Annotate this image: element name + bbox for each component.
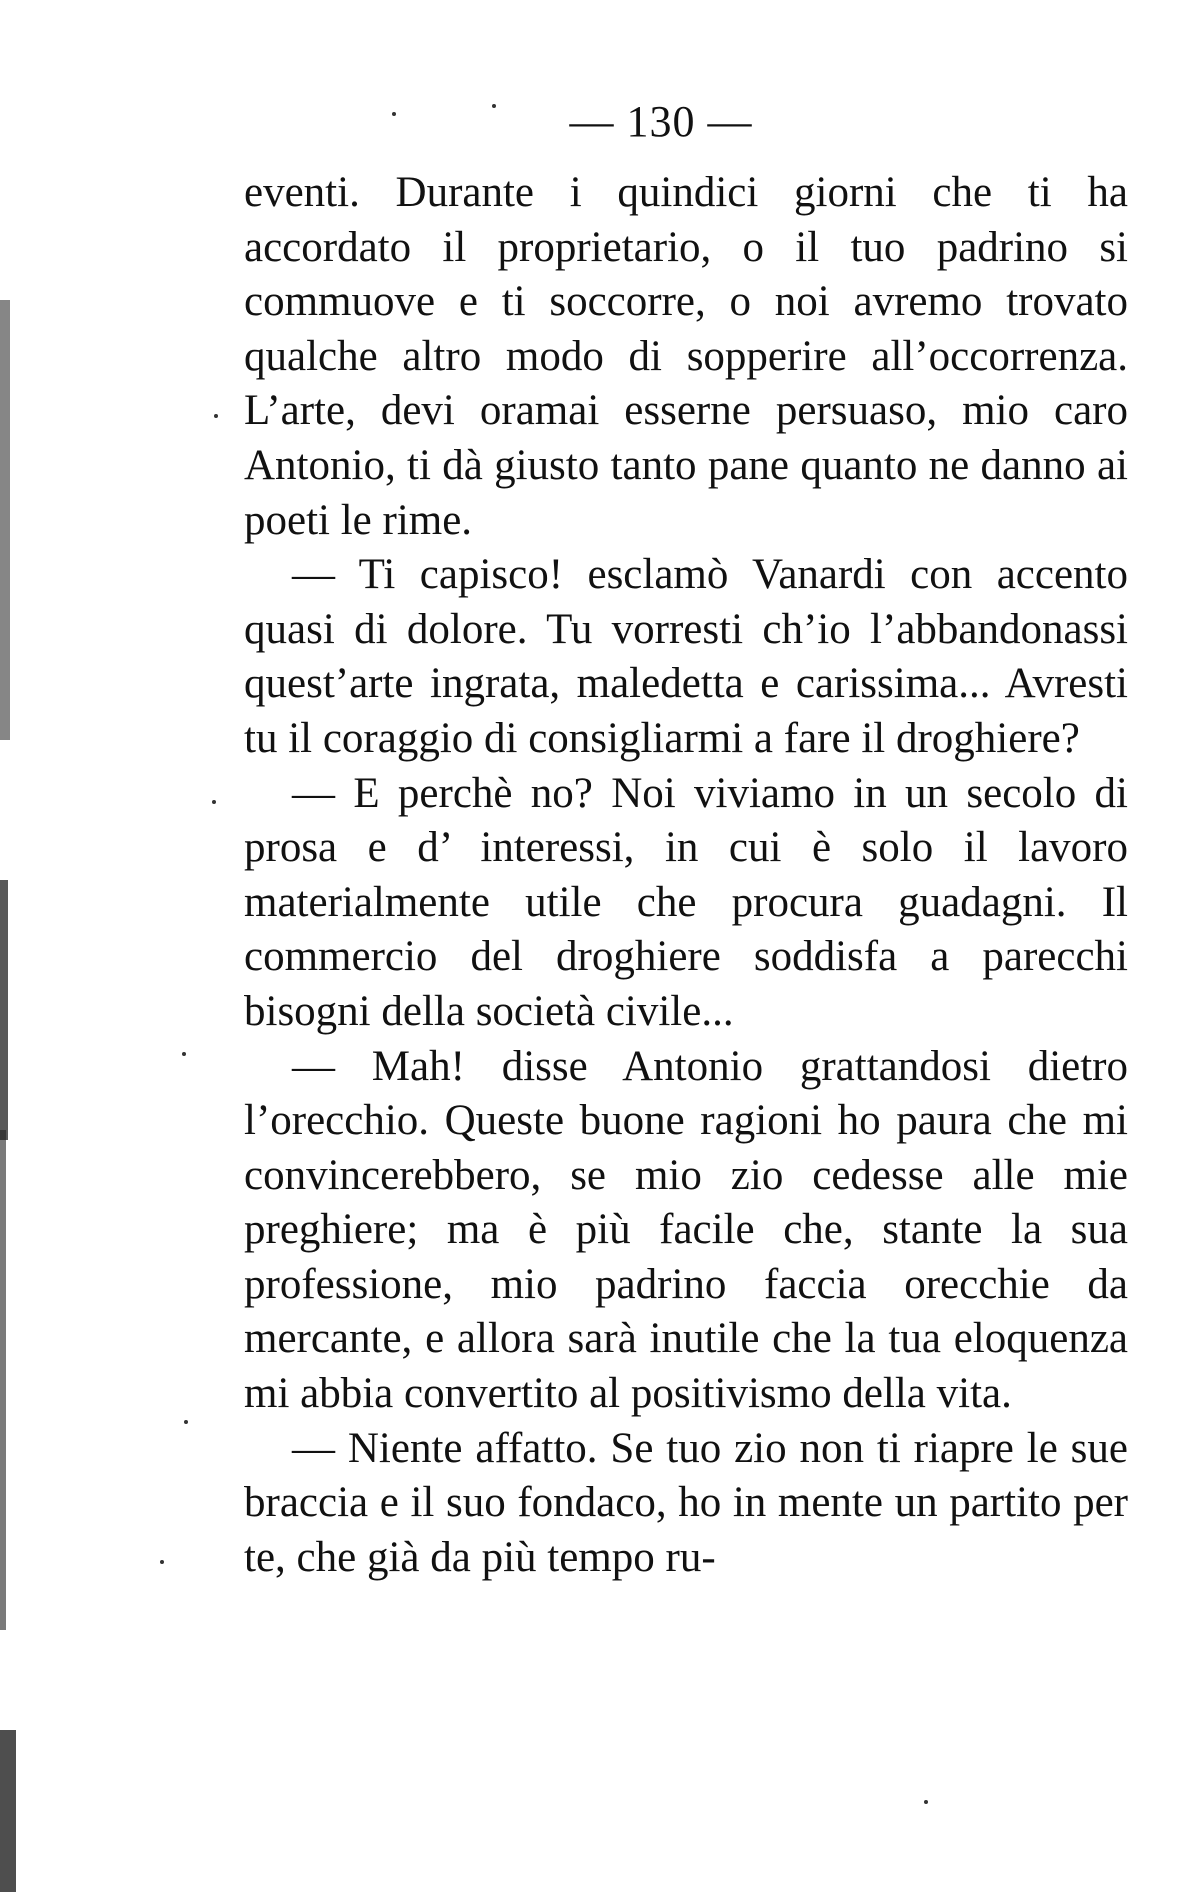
paragraph: — Ti capisco! esclamò Vanardi con accento quasi di dolore. Tu vorresti ch’io l’abbandonassi quest’arte ingrata, maledetta e carissima... Avresti tu il coraggio di consigliarmi a fare il droghiere? — [244, 551, 1128, 762]
scan-speck — [160, 1560, 164, 1564]
scan-speck — [924, 1800, 928, 1804]
scan-speck — [182, 1052, 186, 1056]
paragraph: eventi. Durante i quindici giorni che ti ha accordato il proprietario, o il tuo padrino si commuove e ti soccorre, o noi avremo trovato qualche altro modo di sopperire all’occorrenza. L’arte, devi oramai esserne persuaso, mio caro Antonio, ti dà giusto tanto pane quanto ne danno ai poeti le rime. — [244, 169, 1128, 544]
body-text — [244, 166, 1128, 1585]
paragraph: — E perchè no? Noi viviamo in un secolo di prosa e d’ interessi, in cui è solo il lavoro materialmente utile che procura guadagni. Il commercio del droghiere soddisfa a parecchi bisogni della società civile... — [244, 769, 1128, 1035]
scan-margin-shadow — [0, 300, 10, 740]
paragraph: — Mah! disse Antonio grattandosi dietro l’orecchio. Queste buone ragioni ho paura che mi convincerebbero, se mio zio cedesse alle mie preghiere; ma è più facile che, stante la sua professione, mio padrino faccia orecchie da mercante, e allora sarà inutile che la tua eloquenza mi abbia convertito al positivismo della vita. — [244, 1042, 1128, 1418]
scan-speck — [184, 1420, 188, 1424]
scan-margin-shadow — [0, 1130, 6, 1630]
scan-speck — [212, 800, 216, 804]
scan-margin-shadow — [0, 880, 8, 1140]
scan-speck — [214, 414, 218, 418]
paragraph: — Niente affatto. Se tuo zio non ti riapre le sue braccia e il suo fondaco, ho in mente un partito per te, che già da più tempo ru- — [244, 1424, 1128, 1581]
page-number: — 130 — — [569, 97, 753, 146]
scan-margin-shadow — [0, 1730, 16, 1892]
